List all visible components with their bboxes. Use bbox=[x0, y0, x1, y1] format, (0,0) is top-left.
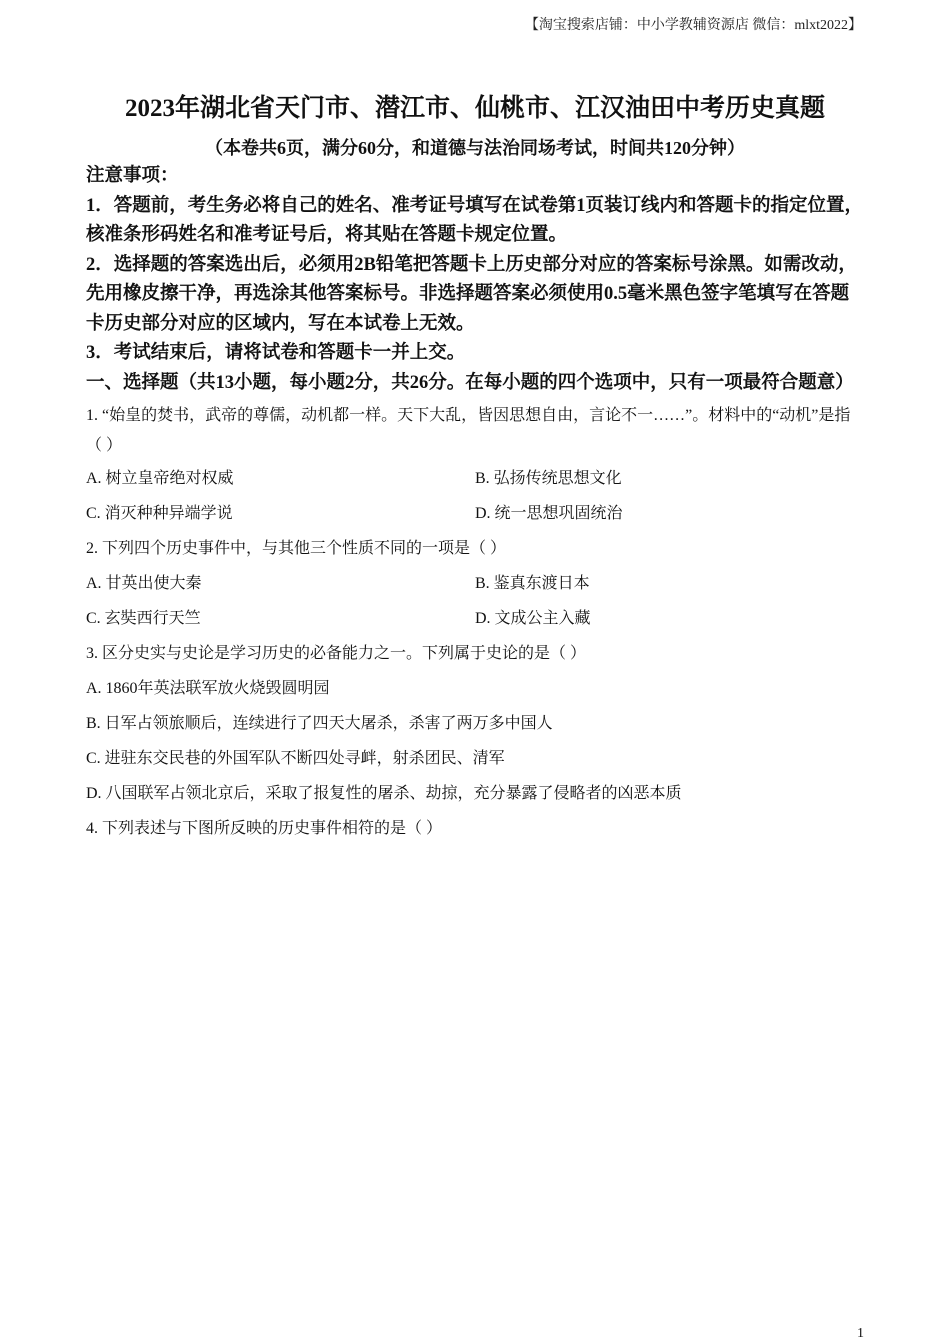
question-3-option-b: B. 日军占领旅顺后，连续进行了四天大屠杀，杀害了两万多中国人 bbox=[86, 715, 553, 732]
question-2-option-d: D. 文成公主入藏 bbox=[475, 610, 591, 627]
page-number: 1 bbox=[857, 1326, 864, 1341]
shop-header: 【淘宝搜索店铺：中小学教辅资源店 微信：mlxt2022】 bbox=[524, 18, 862, 33]
question-1-stem: 1. “始皇的焚书，武帝的尊儒，动机都一样。天下大乱，皆因思想自由，言论不一……”。材料中的“动机”是指（ ） bbox=[86, 407, 851, 454]
page-subtitle: （本卷共6页，满分60分，和道德与法治同场考试，时间共120分钟） bbox=[205, 138, 745, 158]
notice-heading: 注意事项： bbox=[86, 166, 179, 186]
question-1-option-d: D. 统一思想巩固统治 bbox=[475, 505, 623, 522]
question-2-option-b: B. 鉴真东渡日本 bbox=[475, 575, 590, 592]
question-2-stem: 2. 下列四个历史事件中，与其他三个性质不同的一项是（ ） bbox=[86, 540, 507, 557]
question-3-option-c: C. 进驻东交民巷的外国军队不断四处寻衅，射杀团民、清军 bbox=[86, 750, 505, 767]
question-1-option-b: B. 弘扬传统思想文化 bbox=[475, 470, 622, 487]
question-3-option-a: A. 1860年英法联军放火烧毁圆明园 bbox=[86, 680, 330, 697]
question-2-options bbox=[86, 566, 864, 636]
question-2-option-c: C. 玄奘西行天竺 bbox=[86, 610, 201, 627]
section-heading: 一、选择题（共13小题，每小题2分，共26分。在每小题的四个选项中，只有一项最符合题意） bbox=[86, 372, 854, 393]
question-1-option-c: C. 消灭种种异端学说 bbox=[86, 505, 233, 522]
question-3-option-d: D. 八国联军占领北京后，采取了报复性的屠杀、劫掠，充分暴露了侵略者的凶恶本质 bbox=[86, 785, 682, 802]
question-1-option-a: A. 树立皇帝绝对权威 bbox=[86, 470, 234, 487]
notice-item-2: 2．选择题的答案选出后，必须用2B铅笔把答题卡上历史部分对应的答案标号涂黑。如需改动，先用橡皮擦干净，再选涂其他答案标号。非选择题答案必须使用0.5毫米黑色签字笔填写在答题卡历史部分对应的区域内，写在本试卷上无效。 bbox=[86, 254, 857, 334]
question-3-stem: 3. 区分史实与史论是学习历史的必备能力之一。下列属于史论的是（ ） bbox=[86, 645, 587, 662]
page-title: 2023年湖北省天门市、潜江市、仙桃市、江汉油田中考历史真题 bbox=[124, 95, 825, 122]
question-1-options bbox=[86, 461, 864, 531]
question-4-stem: 4. 下列表述与下图所反映的历史事件相符的是（ ） bbox=[86, 820, 443, 837]
notice-item-3: 3．考试结束后，请将试卷和答题卡一并上交。 bbox=[86, 343, 466, 363]
exam-content bbox=[86, 162, 864, 846]
notice-item-1: 1．答题前，考生务必将自己的姓名、准考证号填写在试卷第1页装订线内和答题卡的指定位置，核准条形码姓名和准考证号后，将其贴在答题卡规定位置。 bbox=[86, 195, 864, 245]
question-2-option-a: A. 甘英出使大秦 bbox=[86, 575, 202, 592]
